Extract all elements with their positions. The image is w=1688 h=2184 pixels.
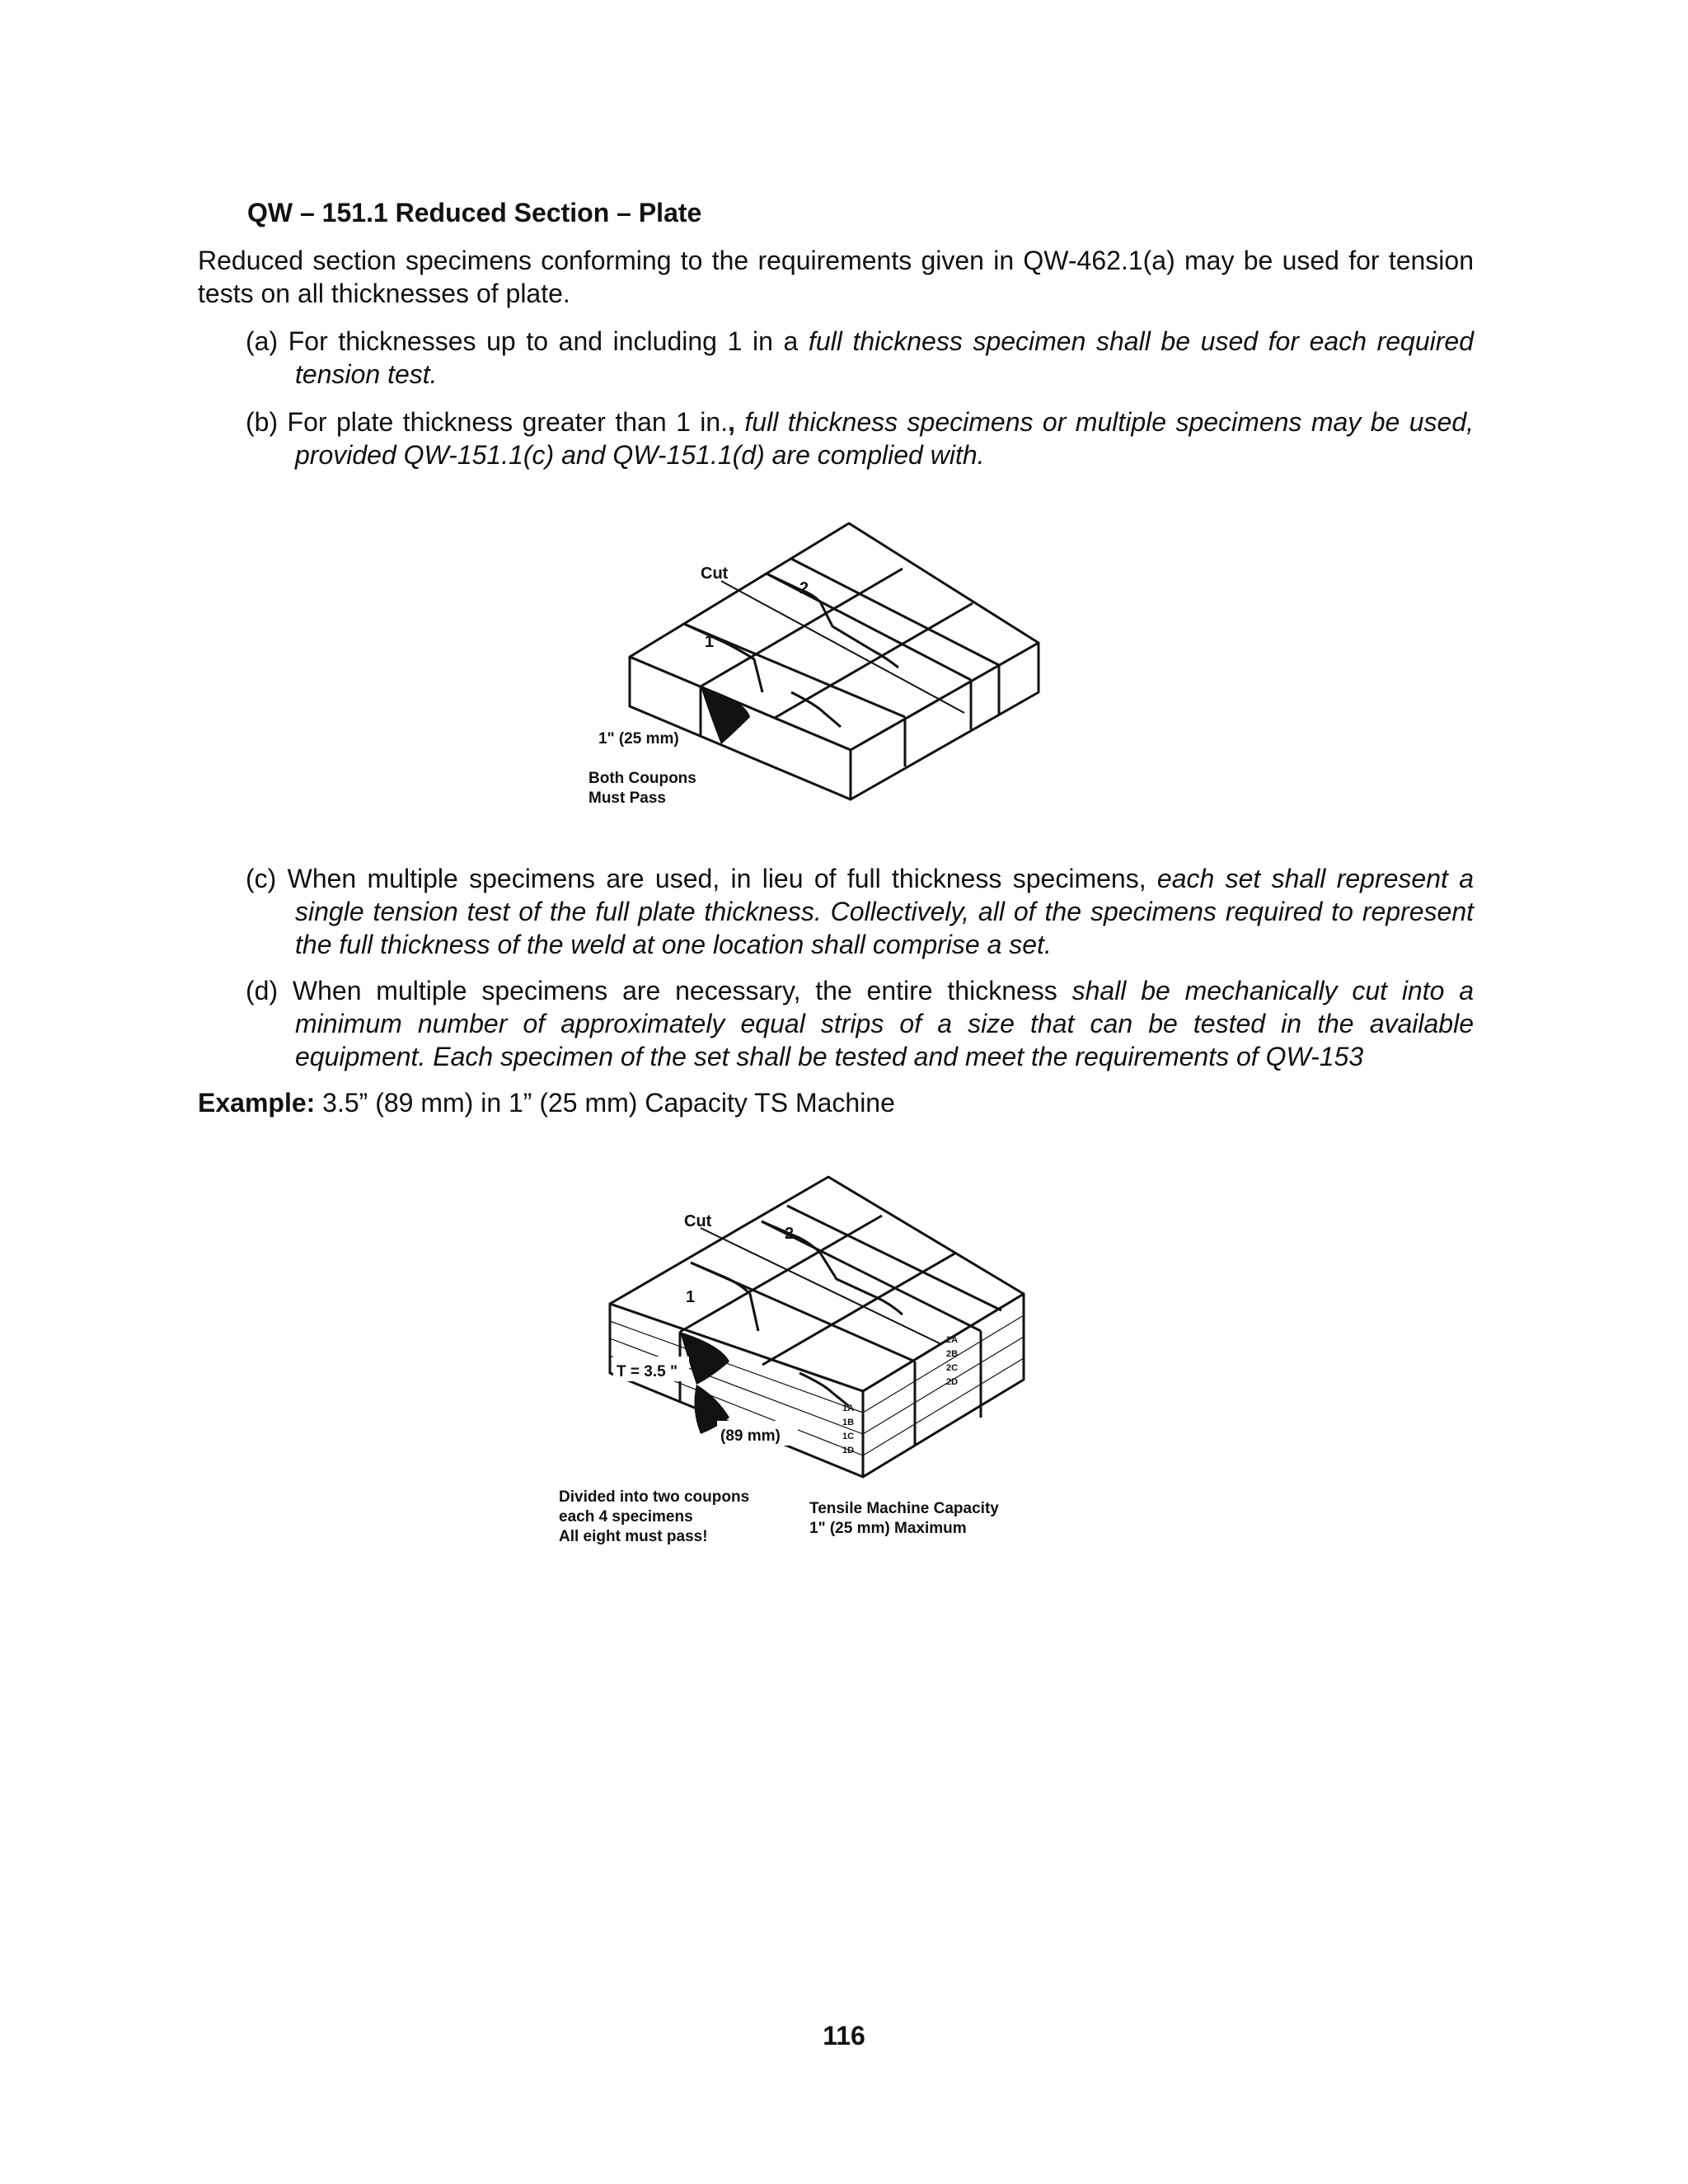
- strip-label: 2D: [946, 1377, 959, 1387]
- strip-label: 1B: [842, 1418, 855, 1427]
- cut-label: Cut: [684, 1212, 712, 1230]
- item-a: [246, 325, 1474, 391]
- item-c-italic: each set shall represent a single tension test of the full plate thickness. Collectively, all of the specimens required to represent the full thickness of the weld at one location shall comprise a set.: [295, 864, 1475, 959]
- coupon-2-label: 2: [799, 579, 809, 598]
- item-d-italic: shall be mechanically cut into a minimum number of approximately equal strips of a size that can be tested in the available equipment. Each specimen of the set shall be tested and meet the requirements of QW-153: [295, 976, 1475, 1071]
- item-b-text: (b) For plate thickness greater than 1 in.: [246, 407, 729, 437]
- coupon-2-label: 2: [785, 1225, 795, 1243]
- thickness-label: T = 3.5 ": [617, 1363, 678, 1380]
- left-caption-line-2: each 4 specimens: [559, 1508, 693, 1526]
- caption-line-1: Both Coupons: [588, 770, 696, 787]
- strip-label: 1C: [842, 1432, 855, 1441]
- caption-line-2: Must Pass: [588, 790, 666, 807]
- right-caption-line-1: Tensile Machine Capacity: [809, 1500, 999, 1517]
- strip-label: 1D: [842, 1446, 855, 1455]
- intro-paragraph: Reduced section specimens conforming to the requirements given in QW-462.1(a) may be used for tension tests on all thicknesses of plate.: [198, 246, 1474, 308]
- example-text: 3.5” (89 mm) in 1” (25 mm) Capacity TS Machine: [315, 1088, 895, 1118]
- item-c: [246, 862, 1474, 961]
- coupon-1-label: 1: [686, 1288, 696, 1306]
- section-heading: QW – 151.1 Reduced Section – Plate: [247, 198, 702, 227]
- figure-plate-1in: [577, 511, 1071, 824]
- strip-label: 2C: [946, 1363, 959, 1373]
- strip-label: 2A: [946, 1335, 959, 1345]
- example-line: [198, 1086, 895, 1119]
- page-number: 116: [823, 2021, 865, 2050]
- right-caption-line-2: 1" (25 mm) Maximum: [809, 1520, 967, 1537]
- figure-plate-multiple-specimens: [552, 1170, 1047, 1566]
- item-a-text: (a) For thicknesses up to and including 1 in a: [246, 326, 809, 356]
- item-a-italic: full thickness specimen shall be used for each required tension test.: [295, 326, 1475, 389]
- cut-label: Cut: [701, 565, 729, 583]
- item-c-text: (c) When multiple specimens are used, in lieu of full thickness specimens,: [246, 864, 1157, 893]
- thickness-mm-label: (89 mm): [720, 1427, 781, 1445]
- item-d-text: (d) When multiple specimens are necessary, the entire thickness: [246, 976, 1072, 1005]
- item-b-italic: full thickness specimens or multiple specimens may be used, provided QW-151.1(c) and QW-151.1(d) are complied with.: [295, 407, 1475, 470]
- strip-label: 2B: [946, 1349, 959, 1359]
- item-b-bold: ,: [728, 407, 735, 437]
- thickness-label: 1" (25 mm): [598, 730, 679, 748]
- example-label: Example:: [198, 1088, 316, 1118]
- strip-label: 1A: [842, 1404, 855, 1413]
- item-b: [246, 405, 1474, 471]
- left-caption-line-1: Divided into two coupons: [559, 1488, 750, 1506]
- coupon-1-label: 1: [705, 633, 715, 651]
- item-d: [246, 974, 1474, 1073]
- left-caption-line-3: All eight must pass!: [559, 1528, 708, 1545]
